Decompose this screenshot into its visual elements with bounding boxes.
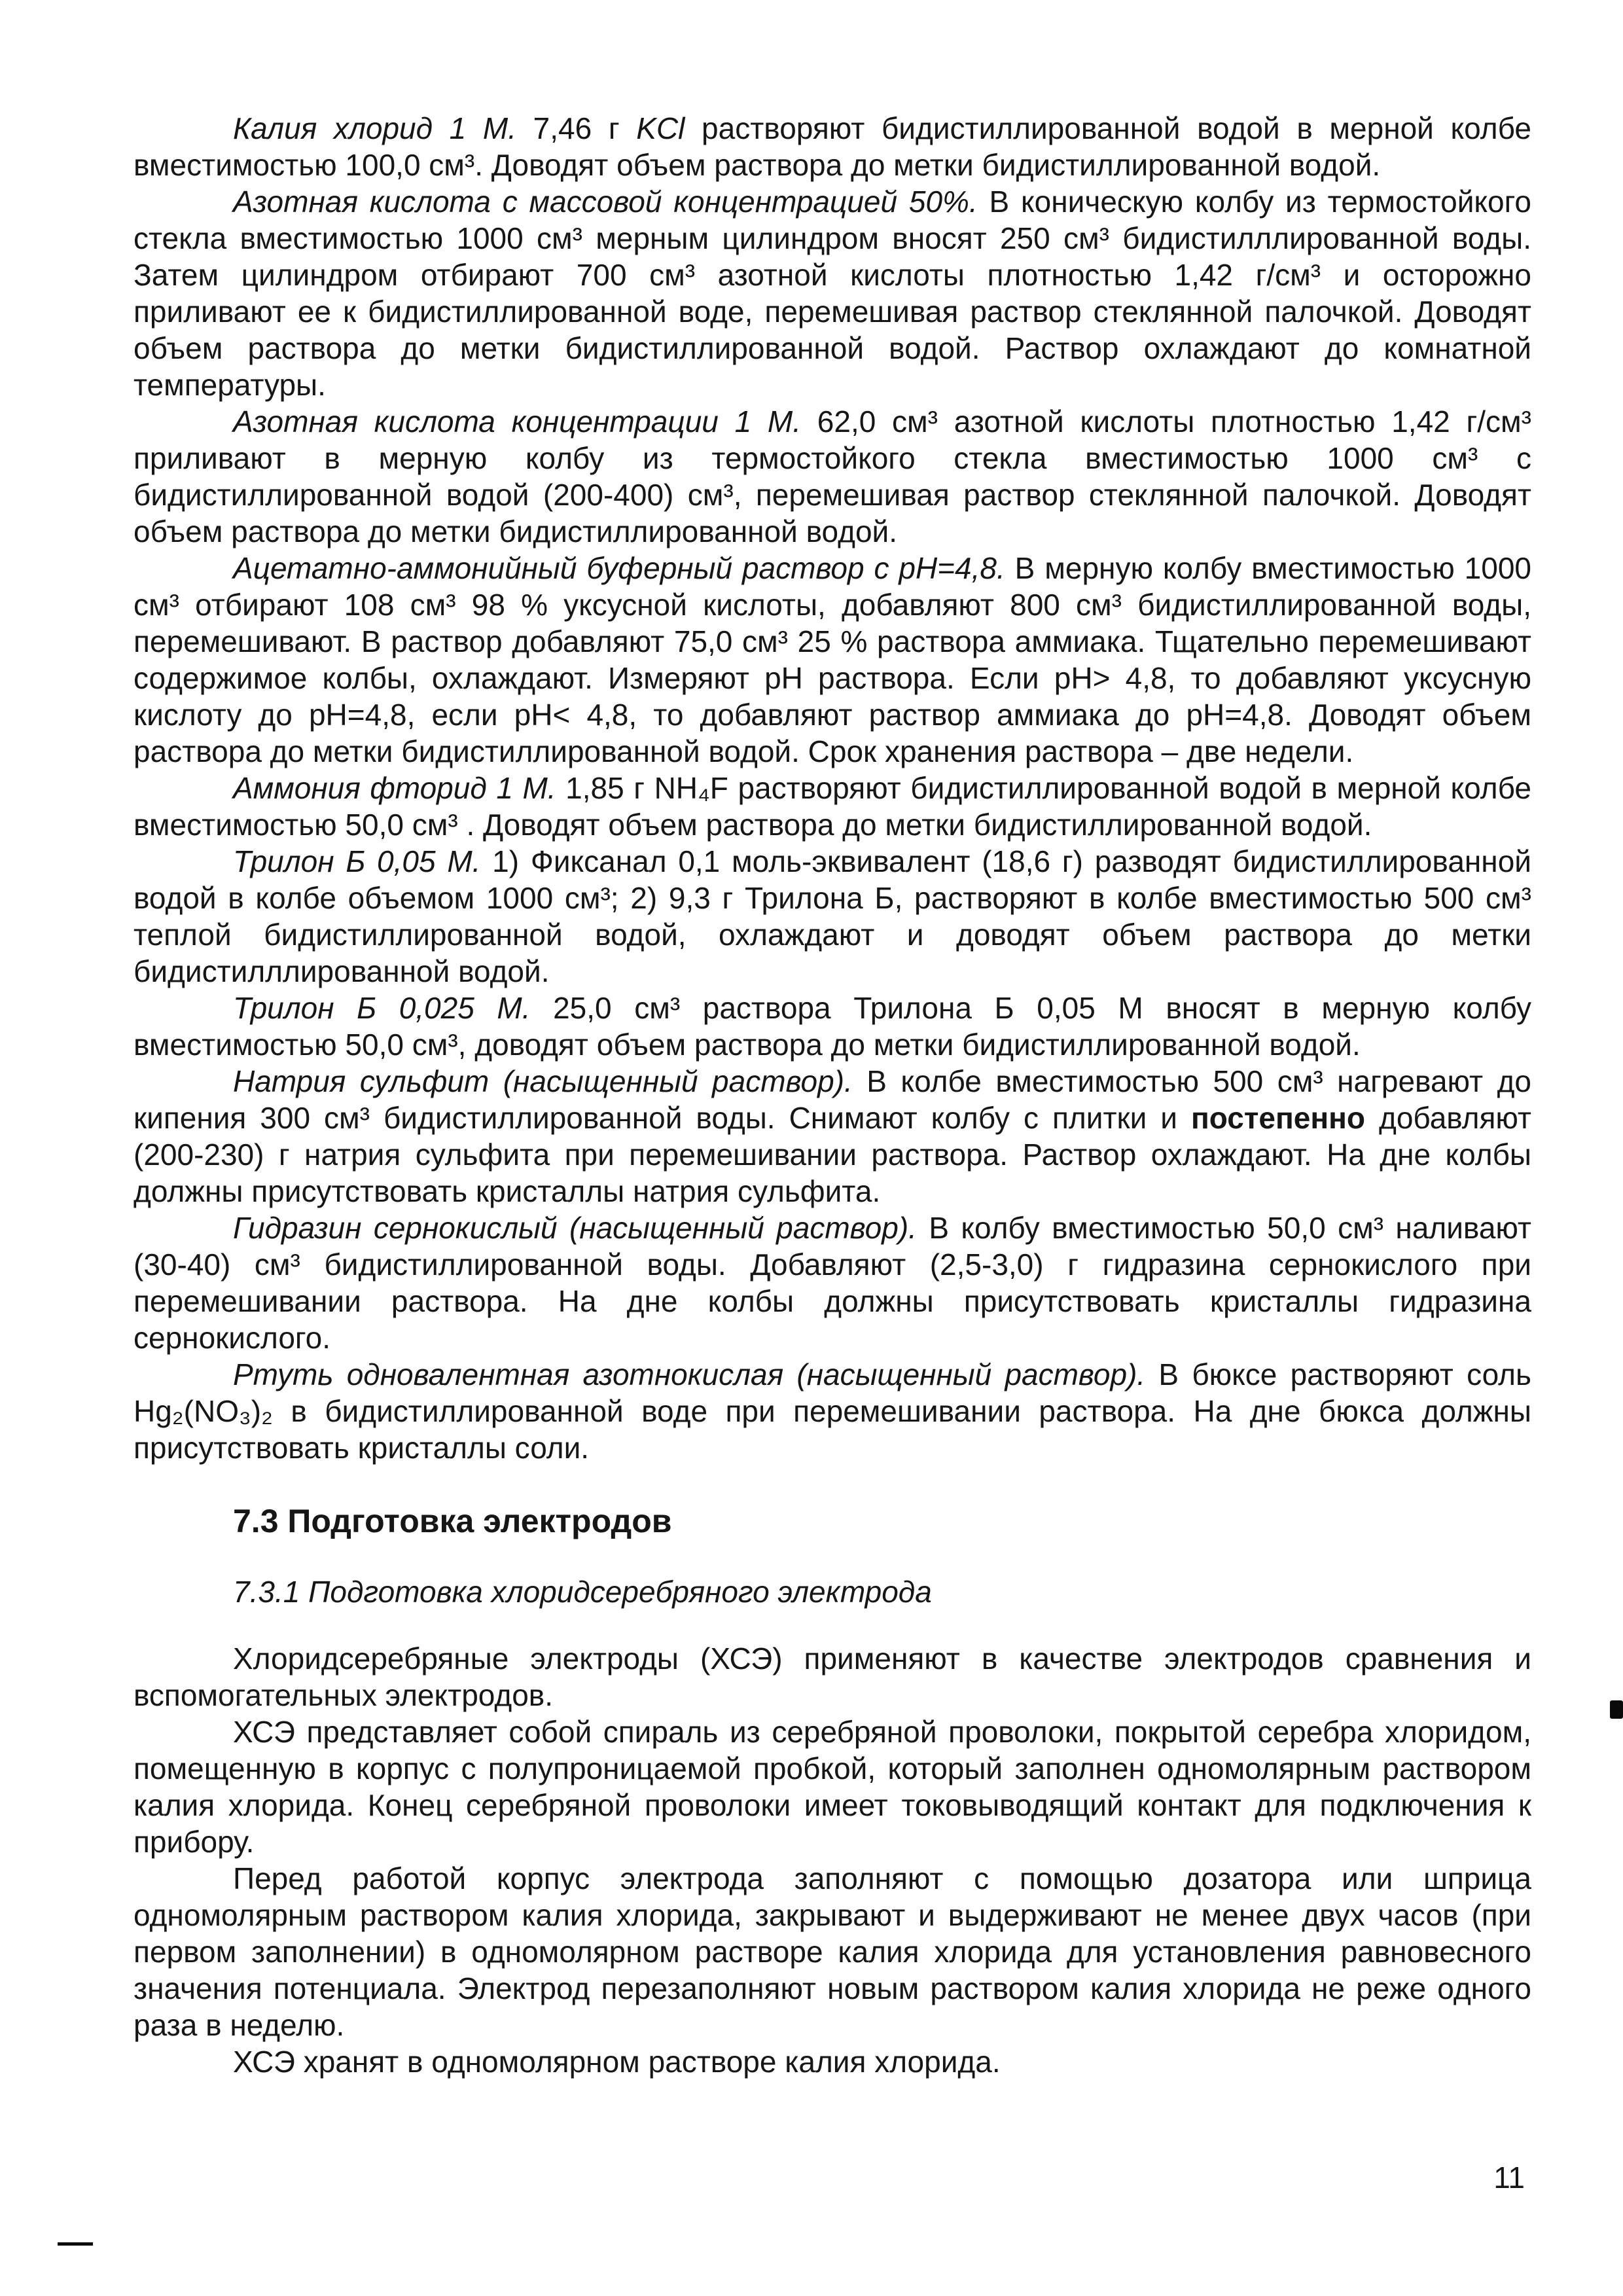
text-run: 7.3.1 Подготовка хлоридсеребряного электрода xyxy=(233,1575,932,1609)
text-run: Гидразин сернокислый (насыщенный раствор). xyxy=(233,1211,917,1245)
scan-artifact xyxy=(1610,1700,1623,1719)
text-run: 1,85 г NH₄F растворяют бидистиллированной водой в мерной колбе вместимостью 50,0 см³ . Доводят объем раствора до метки бидистиллированной водой. xyxy=(134,771,1531,842)
text-run: KCl xyxy=(636,111,685,145)
text-run: Ртуть одновалентная азотнокислая (насыщенный раствор). xyxy=(233,1357,1146,1391)
paragraph xyxy=(134,843,1531,990)
text-run: 7.3 Подготовка электродов xyxy=(233,1503,672,1539)
text-run: В бюксе растворяют соль Hg₂(NO₃)₂ в бидистиллированной воде при перемешивании раствора. На дне бюкса должны присутствовать кристаллы соли. xyxy=(134,1357,1531,1465)
paragraph xyxy=(134,1713,1531,1860)
paragraph xyxy=(134,550,1531,770)
text-run: 1) Фиксанал 0,1 моль-эквивалент (18,6 г) разводят бидистиллированной водой в колбе объемом 1000 см³; 2) 9,3 г Трилона Б, растворяют в колбе вместимостью 500 см³ теплой бидистиллированной водой, охлаждают и доводят объем раствора до метки бидистилллированной водой. xyxy=(134,844,1531,988)
text-run: В мерную колбу вместимостью 1000 см³ отбирают 108 см³ 98 % уксусной кислоты, добавляют 800 см³ бидистиллированной воды, перемешивают. В раствор добавляют 75,0 см³ 25 % раствора аммиака. Тщательно перемешивают содержимое колбы, охлаждают. Измеряют рН раствора. Если рН> 4,8, то добавляют уксусную кислоту до рН=4,8, если рН< 4,8, то добавляют раствор аммиака до рН=4,8. Доводят объем раствора до метки бидистиллированной водой. Срок хранения раствора – две недели. xyxy=(134,551,1531,768)
text-run: ХСЭ хранят в одномолярном растворе калия хлорида. xyxy=(233,2045,1001,2079)
text-run: В коническую колбу из термостойкого стекла вместимостью 1000 см³ мерным цилиндром вносят 250 см³ бидистилллированной воды. Затем цилиндром отбирают 700 см³ азотной кислоты плотностью 1,42 г/см³ и осторожно приливают ее к бидистиллированной воде, перемешивая раствор стеклянной палочкой. Доводят объем раствора до метки бидистиллированной водой. Раствор охлаждают до комнатной температуры. xyxy=(134,185,1531,402)
paragraph xyxy=(134,770,1531,843)
section-heading xyxy=(134,1573,1531,1610)
text-run: Трилон Б 0,025 М. xyxy=(233,991,531,1025)
text-run: 7,46 г xyxy=(516,111,637,145)
text-run: добавляют (200-230) г натрия сульфита при перемешивании раствора. Раствор охлаждают. На дне колбы должны присутствовать кристаллы натрия сульфита. xyxy=(134,1101,1531,1208)
paragraph xyxy=(134,1640,1531,1713)
text-run: постепенно xyxy=(1191,1101,1366,1135)
scan-artifact xyxy=(58,2242,93,2246)
text-run: Перед работой корпус электрода заполняют с помощью дозатора или шприца одномолярным раствором калия хлорида, закрывают и выдерживают не менее двух часов (при первом заполнении) в одномолярном растворе калия хлорида для установления равновесного значения потенциала. Электрод перезаполняют новым раствором калия хлорида не реже одного раза в неделю. xyxy=(134,1861,1531,2042)
paragraph xyxy=(134,990,1531,1063)
page-number: 11 xyxy=(1493,2161,1525,2195)
text-run: 25,0 см³ раствора Трилона Б 0,05 М вносят в мерную колбу вместимостью 50,0 см³, доводят объем раствора до метки бидистиллированной водой. xyxy=(134,991,1532,1062)
text-run: Азотная кислота концентрации 1 М. xyxy=(233,404,802,439)
text-run: 62,0 см³ азотной кислоты плотностью 1,42 г/см³ приливают в мерную колбу из термостойкого стекла вместимостью 1000 см³ с бидистиллированной водой (200-400) см³, перемешивая раствор стеклянной палочкой. Доводят объем раствора до метки бидистиллированной водой. xyxy=(134,404,1531,548)
text-run: Трилон Б 0,05 М. xyxy=(233,844,481,878)
paragraph xyxy=(134,1860,1531,2043)
text-run: В колбе вместимостью 500 см³ нагревают до кипения 300 см³ бидистиллированной воды. Снимают колбу с плитки и xyxy=(134,1064,1531,1135)
paragraph xyxy=(134,183,1531,403)
text-run: В колбу вместимостью 50,0 см³ наливают (30-40) см³ бидистиллированной воды. Добавляют (2,5-3,0) г гидразина сернокислого при перемешивании раствора. На дне колбы должны присутствовать кристаллы гидразина сернокислого. xyxy=(134,1211,1531,1355)
paragraph xyxy=(134,1356,1531,1466)
section-heading xyxy=(134,1503,1531,1539)
text-run: Хлоридсеребряные электроды (ХСЭ) применяют в качестве электродов сравнения и вспомогательных электродов. xyxy=(134,1641,1531,1712)
paragraph xyxy=(134,403,1531,550)
text-run: Ацетатно-аммонийный буферный раствор с рН=4,8. xyxy=(233,551,1005,585)
text-run: Натрия сульфит (насыщенный раствор). xyxy=(233,1064,853,1098)
document-content xyxy=(134,110,1531,2080)
text-run: Азотная кислота с массовой концентрацией 50%. xyxy=(233,185,978,219)
paragraph xyxy=(134,1063,1531,1210)
text-run: Аммония фторид 1 М. xyxy=(233,771,556,805)
paragraph xyxy=(134,110,1531,183)
paragraph xyxy=(134,2043,1531,2080)
text-run: растворяют бидистиллированной водой в мерной колбе вместимостью 100,0 см³. Доводят объем раствора до метки бидистиллированной водой. xyxy=(134,111,1531,182)
paragraph xyxy=(134,1210,1531,1356)
text-run: Калия хлорид 1 М. xyxy=(233,111,517,145)
text-run: ХСЭ представляет собой спираль из серебряной проволоки, покрытой серебра хлоридом, помещенную в корпус с полупроницаемой пробкой, который заполнен одномолярным раствором калия хлорида. Конец серебряной проволоки имеет токовыводящий контакт для подключения к прибору. xyxy=(134,1715,1531,1859)
